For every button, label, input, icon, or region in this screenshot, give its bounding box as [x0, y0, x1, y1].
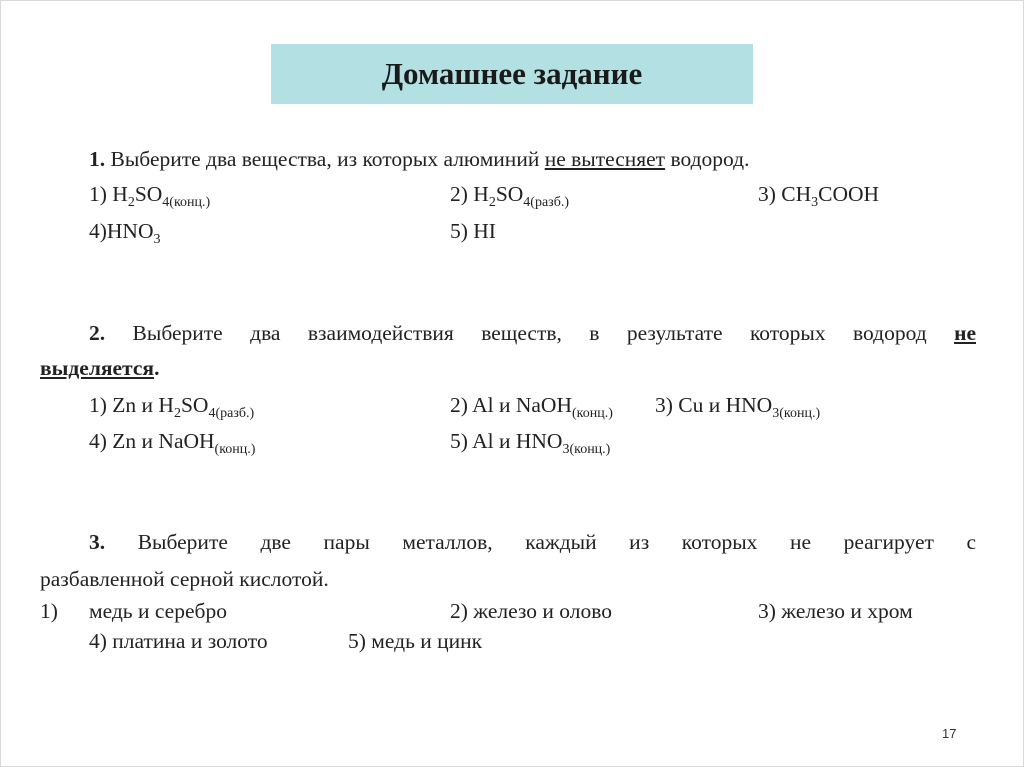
- slide-title: Домашнее задание: [271, 44, 753, 104]
- question-1-text: 1. Выберите два вещества, из которых алюминий не вытесняет водород.: [89, 147, 750, 171]
- question-1-number: 1.: [89, 147, 106, 171]
- question-3-option-1: медь и серебро: [89, 599, 227, 623]
- question-3-option-2: 2) железо и олово: [450, 599, 613, 623]
- question-3-option-5: 5) медь и цинк: [348, 629, 483, 653]
- question-3-text-line-2: разбавленной серной кислотой.: [40, 567, 329, 591]
- question-3-text-line-1: 3. Выберите две пары металлов, каждый из которых не реагирует с: [89, 530, 976, 554]
- question-2-text-line-2: выделяется.: [40, 356, 160, 380]
- question-1-underlined: не вытесняет: [544, 147, 666, 171]
- question-1-option-1: 1) $H_2SO_{4(конц.)}$: [89, 182, 211, 210]
- question-3-option-1-number: 1): [40, 599, 58, 623]
- question-1-option-5: 5) HI: [450, 219, 496, 243]
- question-2-option-4: 4) Zn и NaOH$_{(конц.)}$: [89, 429, 256, 457]
- page-number: 17: [942, 726, 957, 741]
- question-3-option-4: 4) платина и золото: [89, 629, 268, 653]
- question-2-option-3: 3) Cu и $HNO_{3(конц.)}$: [655, 393, 821, 421]
- question-2-number: 2.: [89, 321, 106, 345]
- question-1-option-3: 3) $CH_3COOH$: [758, 182, 880, 210]
- question-1-option-2: 2) $H_2SO_{4(разб.)}$: [450, 182, 569, 210]
- question-3-number: 3.: [89, 530, 106, 554]
- question-1-option-4: $4)HNO_3$: [89, 219, 161, 247]
- question-3-option-3: 3) железо и хром: [758, 599, 913, 623]
- question-2-option-1: 1) Zn и $H_2SO_{4(разб.)}$: [89, 393, 255, 421]
- question-2-option-5: 5) Al и $HNO_{3(конц.)}$: [450, 429, 611, 457]
- question-2-option-2: 2) Al и NaOH$_{(конц.)}$: [450, 393, 613, 421]
- question-2-text-line-1: 2. Выберите два взаимодействия веществ, в результате которых водород не: [89, 321, 976, 345]
